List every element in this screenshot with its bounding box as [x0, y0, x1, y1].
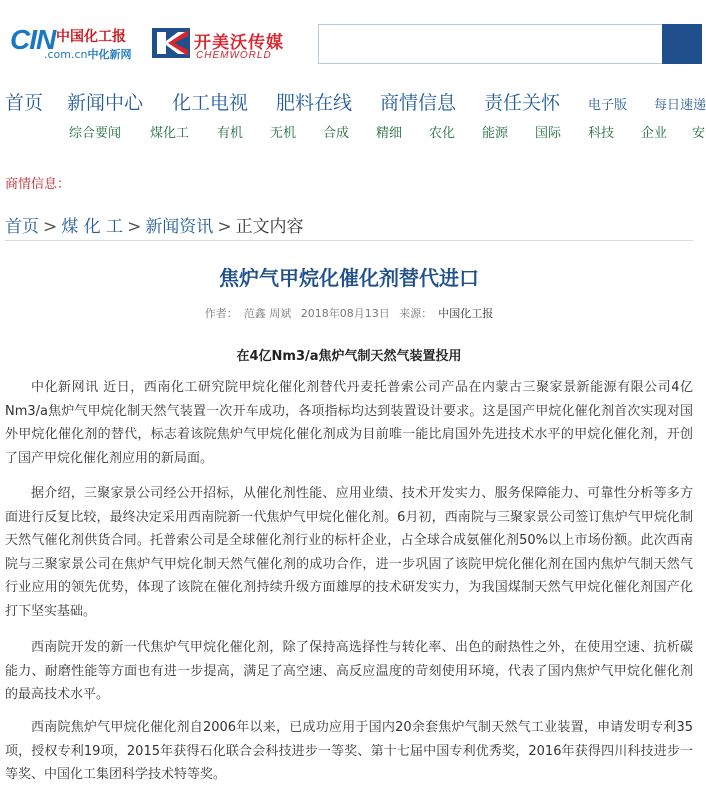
subnav-item-enterprise[interactable]: 企业 [641, 126, 668, 141]
subnav-item-coalchem[interactable]: 煤化工 [150, 126, 190, 141]
breadcrumb-divider [5, 240, 693, 241]
nav-item-epaper[interactable]: 电子版 [588, 98, 628, 113]
breadcrumb-home[interactable]: 首页 [5, 217, 39, 237]
nav-item-news[interactable]: 新闻中心 [67, 92, 144, 114]
cin-logo-domain: .com.cn [44, 48, 88, 61]
article-paragraph: 据介绍，三聚家景公司经公开招标，从催化剂性能、应用业绩、技术开发实力、服务保障能力、可靠性分析等多方面进行反复比较，最终决定采用西南院新一代焦炉气甲烷化催化剂。6月初，西南院与三聚家景公司签订焦炉气甲烷化制天然气催化剂供货合同。托普索公司是全球催化剂行业的标杆企业，占全球合成氨催化剂50%以上市场份额。此次西南院与三聚家景公司在焦炉气甲烷化制天然气催化剂的成功合作，进一步巩固了该院甲烷化催化剂在国内焦炉气制天然气行业应用的领先优势，体现了该院在催化剂持续升级方面雄厚的技术研发实力，为我国煤制天然气甲烷化催化剂国产化打下坚实基础。 [5, 486, 693, 619]
market-info-label: 商情信息： [5, 177, 71, 192]
article-date: 2018年08月13日 [300, 307, 390, 320]
subnav-item-agro[interactable]: 农化 [429, 126, 456, 141]
article-paragraph: 中化新网讯 近日，西南化工研究院甲烷化催化剂替代丹麦托普索公司产品在内蒙古三聚家景新能源有限公司4亿Nm3/a焦炉气甲烷化制天然气装置一次开车成功，各项指标均达到装置设计要求。这是国产甲烷化催化剂首次实现对国外甲烷化催化剂的替代，标志着该院焦炉气甲烷化催化剂成为目前唯一能比肩国外先进技术水平的甲烷化催化剂，开创了国产甲烷化催化剂应用的新局面。 [5, 380, 693, 466]
breadcrumb-separator: > [127, 217, 142, 237]
breadcrumb-news[interactable]: 新闻资讯 [145, 217, 214, 237]
subnav-item-organic[interactable]: 有机 [217, 126, 244, 141]
site-header [0, 0, 698, 78]
chemworld-logo-name: 开美沃传媒 [194, 33, 284, 53]
nav-item-market[interactable]: 商情信息 [380, 92, 457, 114]
cin-logo-sub [44, 46, 132, 62]
nav-item-daily[interactable]: 每日速递 [654, 98, 706, 113]
article-author: 范鑫 周斌 [243, 307, 292, 320]
cin-logo[interactable] [10, 24, 140, 64]
article-paragraph: 西南院开发的新一代焦炉气甲烷化催化剂，除了保持高选择性与转化率、出色的耐热性之外，在使用空速、抗析碳能力、耐磨性能等方面也有进一步提高，满足了高空速、高反应温度的苛刻使用环境，代表了国内焦炉气甲烷化催化剂的最高技术水平。 [5, 640, 693, 702]
article-subtitle: 在4亿Nm3/a焦炉气制天然气装置投用 [236, 349, 462, 364]
subnav-item-intl[interactable]: 国际 [535, 126, 562, 141]
chemworld-logo[interactable] [152, 26, 302, 66]
nav-item-home[interactable]: 首页 [5, 92, 44, 114]
cin-logo-name: 中国化工报 [56, 29, 126, 45]
sub-nav [0, 122, 706, 142]
subnav-item-safety[interactable]: 安 [692, 126, 706, 141]
breadcrumb-current: 正文内容 [235, 217, 304, 237]
cin-logo-mark: CIN [10, 24, 56, 55]
author-label: 作者： [204, 307, 238, 320]
chemworld-logo-en: CHEMWORLD [196, 50, 272, 61]
nav-item-fertilizer[interactable]: 肥料在线 [276, 92, 353, 114]
breadcrumb [5, 212, 304, 237]
nav-item-care[interactable]: 责任关怀 [484, 92, 561, 114]
article-meta [0, 305, 698, 321]
subnav-item-inorganic[interactable]: 无机 [270, 126, 297, 141]
subnav-item-fine[interactable]: 精细 [376, 126, 403, 141]
subnav-item-general[interactable]: 综合要闻 [69, 126, 122, 141]
source-label: 来源： [399, 307, 433, 320]
article-source: 中国化工报 [438, 307, 494, 320]
subnav-item-tech[interactable]: 科技 [588, 126, 615, 141]
article-title: 焦炉气甲烷化催化剂替代进口 [219, 266, 479, 290]
breadcrumb-coalchem[interactable]: 煤 化 工 [61, 217, 124, 237]
search-button[interactable] [662, 24, 702, 64]
main-nav [0, 88, 706, 116]
breadcrumb-separator: > [43, 217, 58, 237]
search-input[interactable] [318, 24, 664, 64]
chemworld-logo-icon [152, 28, 192, 58]
subnav-item-synthesis[interactable]: 合成 [323, 126, 350, 141]
breadcrumb-separator: > [217, 217, 232, 237]
nav-item-chemtv[interactable]: 化工电视 [172, 92, 249, 114]
cin-logo-subname: 中化新网 [87, 48, 132, 61]
article-paragraph: 西南院焦炉气甲烷化催化剂自2006年以来，已成功应用于国内20余套焦炉气制天然气工业装置，申请发明专利35项，授权专利19项，2015年获得石化联合会科技进步一等奖、第十七届中国专利优秀奖，2016年获得四川科技进步一等奖、中国化工集团科学技术特等奖。 [5, 720, 693, 782]
subnav-item-energy[interactable]: 能源 [482, 126, 509, 141]
